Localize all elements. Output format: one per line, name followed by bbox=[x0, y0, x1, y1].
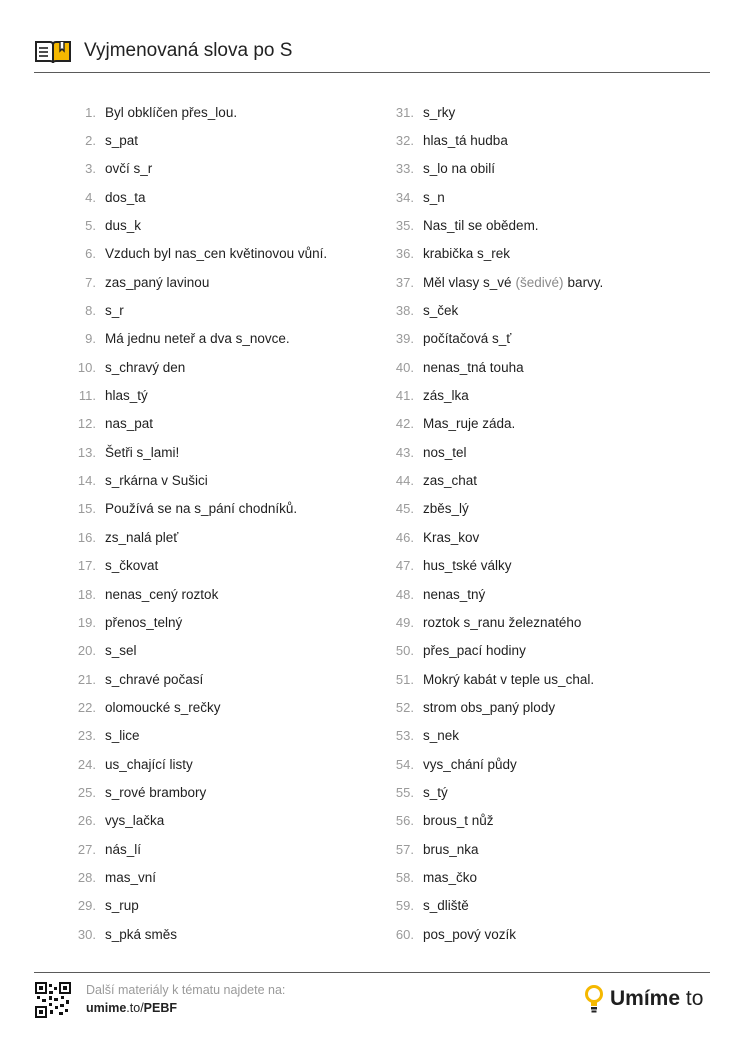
item-text: olomoucké s_rečky bbox=[105, 699, 221, 715]
list-item bbox=[60, 835, 327, 863]
list-item bbox=[378, 211, 603, 239]
item-number: 4 . bbox=[60, 190, 96, 205]
item-number: 42 . bbox=[378, 416, 414, 431]
list-item bbox=[60, 438, 327, 466]
footer-link-code[interactable]: PEBF bbox=[143, 1001, 178, 1015]
item-number: 23 . bbox=[60, 728, 96, 743]
list-item bbox=[378, 693, 603, 721]
item-number: 51 . bbox=[378, 672, 414, 687]
item-number: 46 . bbox=[378, 530, 414, 545]
item-text: s_chravý den bbox=[105, 359, 186, 375]
item-text: s_rkárna v Sušici bbox=[105, 473, 208, 489]
item-text: roztok s_ranu železnatého bbox=[423, 614, 582, 630]
qr-code-icon[interactable] bbox=[35, 982, 71, 1018]
list-item bbox=[60, 693, 327, 721]
item-text: s_nek bbox=[423, 728, 460, 744]
item-number: 9 . bbox=[60, 331, 96, 346]
item-number: 44 . bbox=[378, 473, 414, 488]
item-number: 19 . bbox=[60, 615, 96, 630]
book-icon bbox=[34, 38, 72, 66]
item-text: hlas_tý bbox=[105, 388, 148, 404]
item-number: 7 . bbox=[60, 275, 96, 290]
item-text: s_lice bbox=[105, 728, 140, 744]
item-text: zběs_lý bbox=[423, 501, 469, 517]
item-number: 2 . bbox=[60, 133, 96, 148]
item-number: 57 . bbox=[378, 842, 414, 857]
item-number: 43 . bbox=[378, 445, 414, 460]
item-number: 45 . bbox=[378, 501, 414, 516]
item-text: zas_paný lavinou bbox=[105, 274, 210, 290]
list-item bbox=[60, 183, 327, 211]
item-text: zs_nalá pleť bbox=[105, 529, 179, 545]
list-item bbox=[378, 353, 603, 381]
item-text: hlas_tá hudba bbox=[423, 133, 508, 149]
list-item bbox=[378, 807, 603, 835]
item-number: 33 . bbox=[378, 161, 414, 176]
list-item bbox=[60, 580, 327, 608]
footer-text: Další materiály k tématu najdete na: bbox=[86, 983, 286, 997]
item-number: 53 . bbox=[378, 728, 414, 743]
brand-name-light: to bbox=[680, 987, 704, 1010]
item-number: 55 . bbox=[378, 785, 414, 800]
item-number: 52 . bbox=[378, 700, 414, 715]
item-number: 58 . bbox=[378, 870, 414, 885]
item-text: Používá se na s_pání chodníků. bbox=[105, 501, 298, 517]
item-number: 3 . bbox=[60, 161, 96, 176]
item-number: 1 . bbox=[60, 105, 96, 120]
list-item bbox=[378, 863, 603, 891]
item-text: Nas_til se obědem. bbox=[423, 218, 539, 234]
item-text: nos_tel bbox=[423, 444, 467, 460]
item-text: s_n bbox=[423, 189, 445, 205]
item-text: dos_ta bbox=[105, 189, 146, 205]
list-item bbox=[60, 665, 327, 693]
item-number: 30 . bbox=[60, 927, 96, 942]
item-text: s_chravé počasí bbox=[105, 671, 204, 687]
list-item bbox=[378, 892, 603, 920]
item-text: krabička s_rek bbox=[423, 246, 511, 262]
item-number: 28 . bbox=[60, 870, 96, 885]
item-number: 59 . bbox=[378, 898, 414, 913]
item-text: nenas_tný bbox=[423, 586, 486, 602]
page-header bbox=[34, 36, 710, 73]
list-item bbox=[60, 211, 327, 239]
item-text: s_dliště bbox=[423, 898, 469, 914]
list-item bbox=[378, 410, 603, 438]
brand-logo[interactable] bbox=[584, 984, 703, 1014]
item-text: zas_chat bbox=[423, 473, 478, 489]
list-item bbox=[60, 410, 327, 438]
list-item bbox=[378, 580, 603, 608]
item-text: zás_lka bbox=[423, 388, 469, 404]
list-item bbox=[378, 126, 603, 154]
item-number: 40 . bbox=[378, 360, 414, 375]
brand-name bbox=[610, 987, 703, 1011]
item-text: vys_chání půdy bbox=[423, 756, 517, 772]
item-number: 24 . bbox=[60, 757, 96, 772]
item-text: s_rové brambory bbox=[105, 784, 207, 800]
item-text: strom obs_paný plody bbox=[423, 699, 556, 715]
list-item bbox=[378, 381, 603, 409]
item-text: s_ček bbox=[423, 303, 459, 319]
exercise-list-left bbox=[60, 98, 327, 948]
item-text: Vzduch byl nas_cen květinovou vůní. bbox=[105, 246, 328, 262]
item-number: 29 . bbox=[60, 898, 96, 913]
list-item bbox=[60, 863, 327, 891]
item-number: 27 . bbox=[60, 842, 96, 857]
list-item bbox=[60, 268, 327, 296]
list-item bbox=[378, 98, 603, 126]
list-item bbox=[60, 920, 327, 948]
item-number: 47 . bbox=[378, 558, 414, 573]
item-text: s_sel bbox=[105, 643, 137, 659]
list-item bbox=[60, 155, 327, 183]
item-number: 38 . bbox=[378, 303, 414, 318]
list-item bbox=[60, 98, 327, 126]
list-item bbox=[60, 523, 327, 551]
list-item bbox=[60, 296, 327, 324]
list-item bbox=[60, 240, 327, 268]
item-number: 48 . bbox=[378, 587, 414, 602]
item-text: nás_lí bbox=[105, 841, 142, 857]
item-text: ovčí s_r bbox=[105, 161, 153, 177]
item-text: nas_pat bbox=[105, 416, 154, 432]
list-item bbox=[378, 183, 603, 211]
item-number: 60 . bbox=[378, 927, 414, 942]
item-number: 32 . bbox=[378, 133, 414, 148]
item-number: 20 . bbox=[60, 643, 96, 658]
item-text: brus_nka bbox=[423, 841, 479, 857]
footer-link-mid[interactable]: .to/ bbox=[126, 1001, 144, 1015]
list-item bbox=[60, 807, 327, 835]
item-number: 50 . bbox=[378, 643, 414, 658]
item-text: Mas_ruje záda. bbox=[423, 416, 516, 432]
item-text: mas_čko bbox=[423, 869, 478, 885]
item-number: 6 . bbox=[60, 246, 96, 261]
list-item bbox=[60, 353, 327, 381]
item-number: 49 . bbox=[378, 615, 414, 630]
list-item bbox=[378, 778, 603, 806]
item-text: pos_pový vozík bbox=[423, 926, 517, 942]
item-number: 16 . bbox=[60, 530, 96, 545]
list-item bbox=[378, 722, 603, 750]
item-number: 34 . bbox=[378, 190, 414, 205]
list-item bbox=[378, 750, 603, 778]
list-item bbox=[378, 835, 603, 863]
brand-name-bold: Umíme bbox=[610, 987, 681, 1010]
item-number: 12 . bbox=[60, 416, 96, 431]
list-item bbox=[378, 920, 603, 948]
item-text: mas_vní bbox=[105, 869, 157, 885]
list-item bbox=[60, 722, 327, 750]
list-item bbox=[378, 552, 603, 580]
item-text-after: barvy. bbox=[567, 274, 604, 290]
item-text: přes_pací hodiny bbox=[423, 643, 526, 659]
list-item bbox=[60, 325, 327, 353]
list-item bbox=[378, 240, 603, 268]
list-item bbox=[60, 552, 327, 580]
item-number: 8 . bbox=[60, 303, 96, 318]
item-number: 5 . bbox=[60, 218, 96, 233]
list-item bbox=[378, 637, 603, 665]
list-item bbox=[378, 268, 603, 296]
item-number: 36 . bbox=[378, 246, 414, 261]
item-text: s_r bbox=[105, 303, 124, 319]
item-text: Měl vlasy s_vé bbox=[423, 274, 512, 290]
item-hint: (šedivé) bbox=[515, 274, 564, 290]
item-number: 13 . bbox=[60, 445, 96, 460]
list-item bbox=[378, 325, 603, 353]
item-number: 56 . bbox=[378, 813, 414, 828]
item-number: 18 . bbox=[60, 587, 96, 602]
item-text: us_chající listy bbox=[105, 756, 193, 772]
item-text: Byl obklíčen přes_lou. bbox=[105, 104, 238, 120]
list-item bbox=[60, 495, 327, 523]
item-number: 31 . bbox=[378, 105, 414, 120]
item-text: s_rup bbox=[105, 898, 139, 914]
page-title: Vyjmenovaná slova po S bbox=[84, 40, 293, 61]
item-text: brous_t nůž bbox=[423, 813, 494, 829]
list-item bbox=[60, 637, 327, 665]
item-text: vys_lačka bbox=[105, 813, 165, 829]
item-text: hus_tské války bbox=[423, 558, 512, 574]
exercise-list-right bbox=[378, 98, 603, 948]
item-text: s_lo na obilí bbox=[423, 161, 496, 177]
item-text: s_tý bbox=[423, 784, 448, 800]
list-item bbox=[60, 778, 327, 806]
item-number: 14 . bbox=[60, 473, 96, 488]
item-number: 10 . bbox=[60, 360, 96, 375]
item-number: 25 . bbox=[60, 785, 96, 800]
item-text: s_čkovat bbox=[105, 558, 159, 574]
item-text: přenos_telný bbox=[105, 614, 183, 630]
item-number: 21 . bbox=[60, 672, 96, 687]
item-text: Šetři s_lami! bbox=[105, 444, 180, 460]
list-item bbox=[60, 892, 327, 920]
item-number: 35 . bbox=[378, 218, 414, 233]
list-item bbox=[60, 381, 327, 409]
list-item bbox=[60, 126, 327, 154]
list-item bbox=[60, 466, 327, 494]
item-text: nenas_cený roztok bbox=[105, 586, 219, 602]
item-text: dus_k bbox=[105, 218, 142, 234]
footer-link-domain[interactable]: umime bbox=[86, 1001, 127, 1015]
item-number: 17 . bbox=[60, 558, 96, 573]
item-number: 11 . bbox=[60, 388, 96, 403]
item-number: 54 . bbox=[378, 757, 414, 772]
footer-link[interactable] bbox=[86, 1001, 177, 1015]
item-number: 41 . bbox=[378, 388, 414, 403]
item-text: s_rky bbox=[423, 104, 456, 120]
item-number: 26 . bbox=[60, 813, 96, 828]
item-text: s_pká směs bbox=[105, 926, 178, 942]
list-item bbox=[378, 296, 603, 324]
item-text: Mokrý kabát v teple us_chal. bbox=[423, 671, 595, 687]
list-item bbox=[378, 466, 603, 494]
item-text: Má jednu neteř a dva s_novce. bbox=[105, 331, 290, 347]
item-text: s_pat bbox=[105, 133, 139, 149]
item-text: nenas_tná touha bbox=[423, 359, 524, 375]
list-item bbox=[378, 608, 603, 636]
list-item bbox=[60, 750, 327, 778]
item-text: počítačová s_ť bbox=[423, 331, 512, 347]
footer-divider bbox=[34, 972, 710, 973]
lightbulb-icon bbox=[584, 985, 604, 1013]
item-number: 39 . bbox=[378, 331, 414, 346]
item-number: 22 . bbox=[60, 700, 96, 715]
item-number: 15 . bbox=[60, 501, 96, 516]
list-item bbox=[378, 665, 603, 693]
list-item bbox=[378, 495, 603, 523]
list-item bbox=[378, 438, 603, 466]
item-number: 37 . bbox=[378, 275, 414, 290]
list-item bbox=[378, 155, 603, 183]
list-item bbox=[60, 608, 327, 636]
list-item bbox=[378, 523, 603, 551]
item-text: Kras_kov bbox=[423, 529, 480, 545]
